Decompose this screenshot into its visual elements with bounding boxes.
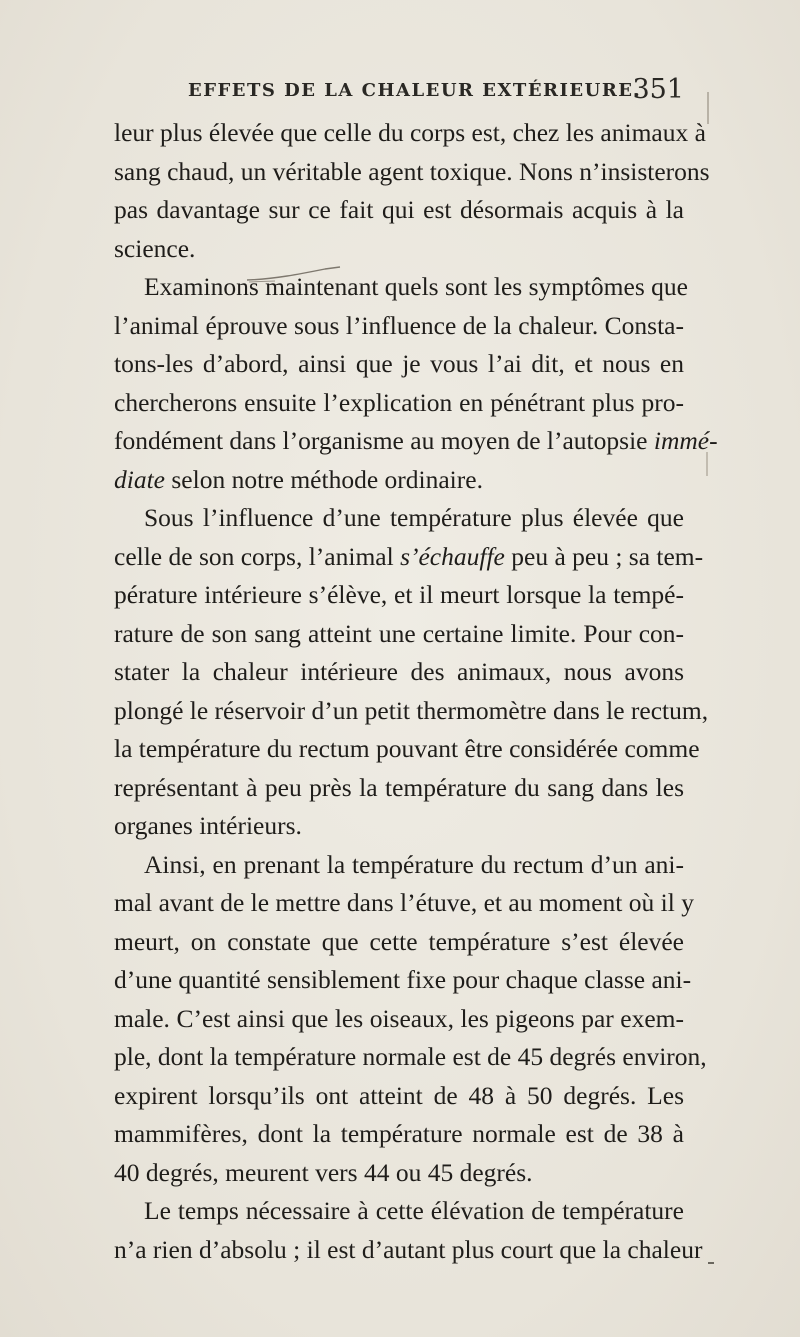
text-line: chercherons ensuite l’explication en pénétrant plus pro- [114, 387, 684, 417]
text-line: d’une quantité sensiblement fixe pour chaque classe ani- [114, 965, 692, 994]
text-line: Le temps nécessaire à cette élévation de température [144, 1196, 684, 1225]
text-line: pérature intérieure s’élève, et il meurt lorsque la tempé- [114, 580, 684, 609]
text-line: organes intérieurs. [114, 811, 302, 840]
italic-word: s’échauffe [400, 541, 505, 571]
margin-scan-mark [706, 452, 708, 476]
text-segment: fondément dans l’organisme au moyen de l’autopsie [114, 426, 654, 455]
italic-word: diate [114, 464, 165, 494]
text-line: l’animal éprouve sous l’influence de la chaleur. Consta- [114, 310, 684, 340]
text-line: science. [114, 233, 196, 263]
text-line: représentant à peu près la température du sang dans les [114, 772, 684, 802]
text-line: Sous l’influence d’une température plus élevée que [144, 503, 684, 532]
text-line: sang chaud, un véritable agent toxique. Nons n’insisterons [114, 156, 710, 186]
text-line: plongé le réservoir d’un petit thermomètre dans le rectum, [114, 695, 709, 725]
text-line: tons-les d’abord, ainsi que je vous l’ai dit, et nous en [114, 349, 684, 378]
text-segment: selon notre méthode ordinaire. [165, 464, 483, 494]
text-line: mal avant de le mettre dans l’étuve, et au moment où il y [114, 888, 694, 917]
page-header [114, 74, 684, 114]
text-line: expirent lorsqu’ils ont atteint de 48 à 50 degrés. Les [114, 1080, 684, 1110]
text-line: stater la chaleur intérieure des animaux, nous avons [114, 657, 684, 686]
text-line: pas davantage sur ce fait qui est désormais acquis à la [114, 195, 684, 224]
text-segment: peu à peu ; sa tem- [504, 541, 704, 571]
page-number: 351 [632, 74, 684, 105]
text-line [114, 422, 718, 461]
text-line: Examinons maintenant quels sont les symptômes que [144, 272, 688, 301]
text-line: la température du rectum pouvant être considérée comme [114, 734, 700, 763]
body-text [114, 114, 718, 1269]
text-line: ple, dont la température normale est de 45 degrés environ, [114, 1042, 707, 1071]
text-line [114, 538, 704, 577]
text-line: male. C’est ainsi que les oiseaux, les pigeons par exem- [114, 1003, 684, 1033]
text-segment: celle de son corps, l’animal [114, 541, 401, 571]
italic-word: immé- [653, 426, 718, 455]
running-title: EFFETS DE LA CHALEUR EXTÉRIEURE. [188, 80, 642, 101]
margin-scan-mark [708, 1262, 714, 1264]
text-line: 40 degrés, meurent vers 44 ou 45 degrés. [114, 1157, 533, 1187]
text-line: rature de son sang atteint une certaine limite. Pour con- [114, 618, 684, 648]
text-line: mammifères, dont la température normale est de 38 à [114, 1119, 684, 1148]
text-line: meurt, on constate que cette température s’est élevée [114, 926, 684, 956]
text-line: leur plus élevée que celle du corps est, chez les animaux à [114, 118, 706, 147]
text-line: Ainsi, en prenant la température du rectum d’un ani- [144, 849, 684, 879]
text-line [114, 461, 684, 500]
margin-scan-mark [707, 92, 709, 124]
text-line: n’a rien d’absolu ; il est d’autant plus court que la chaleur [114, 1234, 703, 1264]
